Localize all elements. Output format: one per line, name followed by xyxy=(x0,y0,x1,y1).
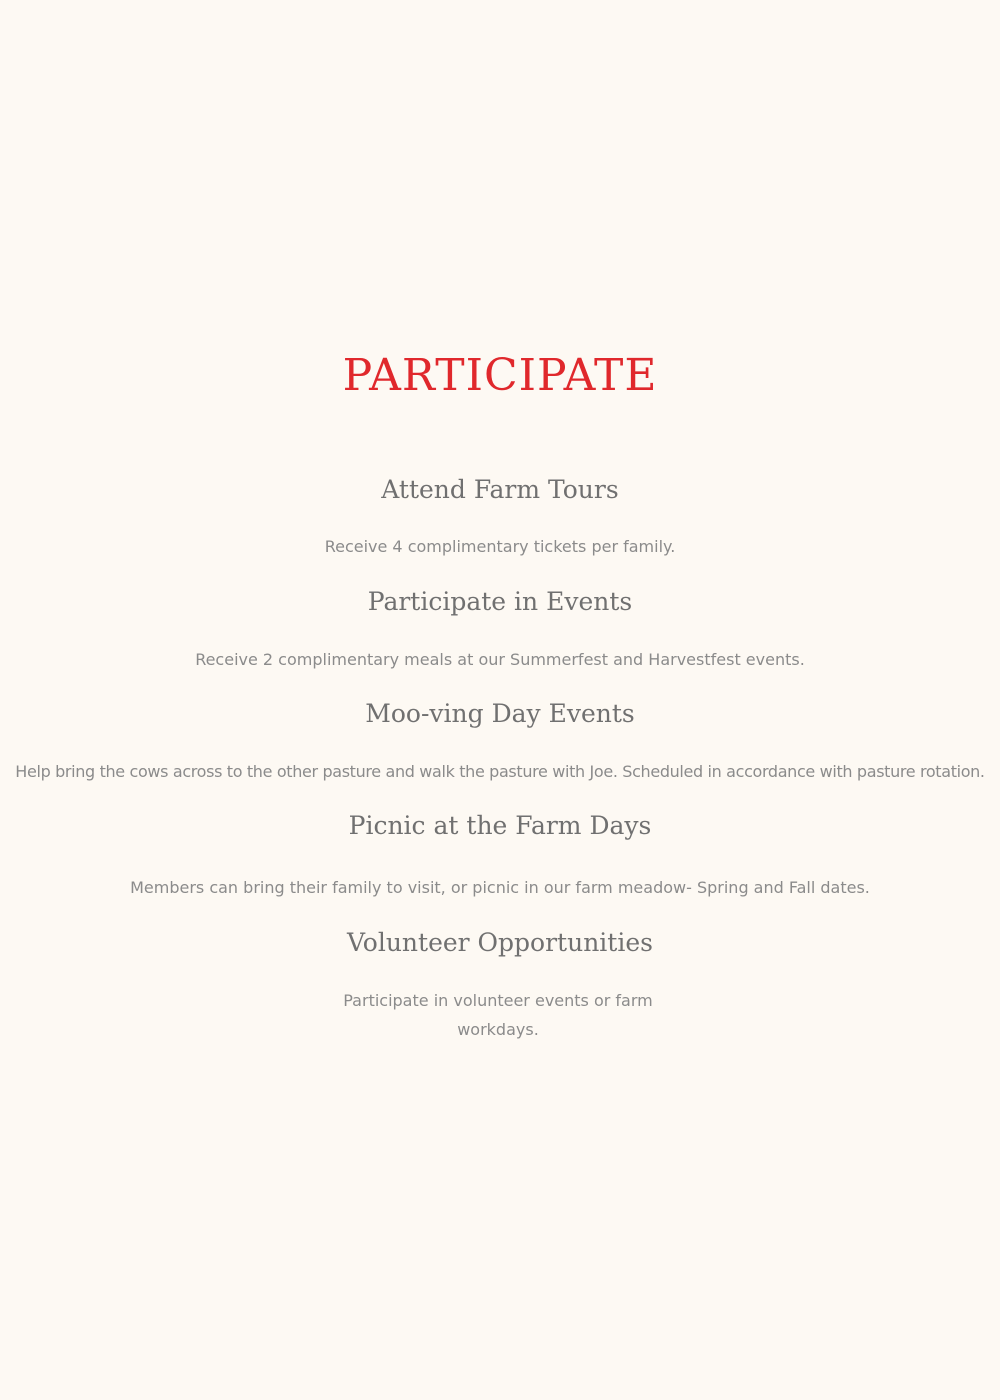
section-description-volunteer: Participate in volunteer events or farm workdays. xyxy=(343,991,653,1039)
section-description-picnic: Members can bring their family to visit, or picnic in our farm meadow- Spring and Fall dates. xyxy=(130,878,870,897)
section-description-mooving-day: Help bring the cows across to the other pasture and walk the pasture with Joe. Scheduled in accordance with pasture rotation. xyxy=(15,762,985,781)
section-description-events: Receive 2 complimentary meals at our Summerfest and Harvestfest events. xyxy=(195,650,805,669)
section-heading-picnic: Picnic at the Farm Days xyxy=(348,811,652,840)
section-heading-mooving-day: Moo-ving Day Events xyxy=(365,699,635,728)
section-heading-events: Participate in Events xyxy=(367,587,633,616)
section-heading-volunteer: Volunteer Opportunities xyxy=(347,928,653,957)
page-title: PARTICIPATE xyxy=(342,350,658,401)
section-description-farm-tours: Receive 4 complimentary tickets per family. xyxy=(324,537,676,556)
section-heading-farm-tours: Attend Farm Tours xyxy=(381,475,619,504)
